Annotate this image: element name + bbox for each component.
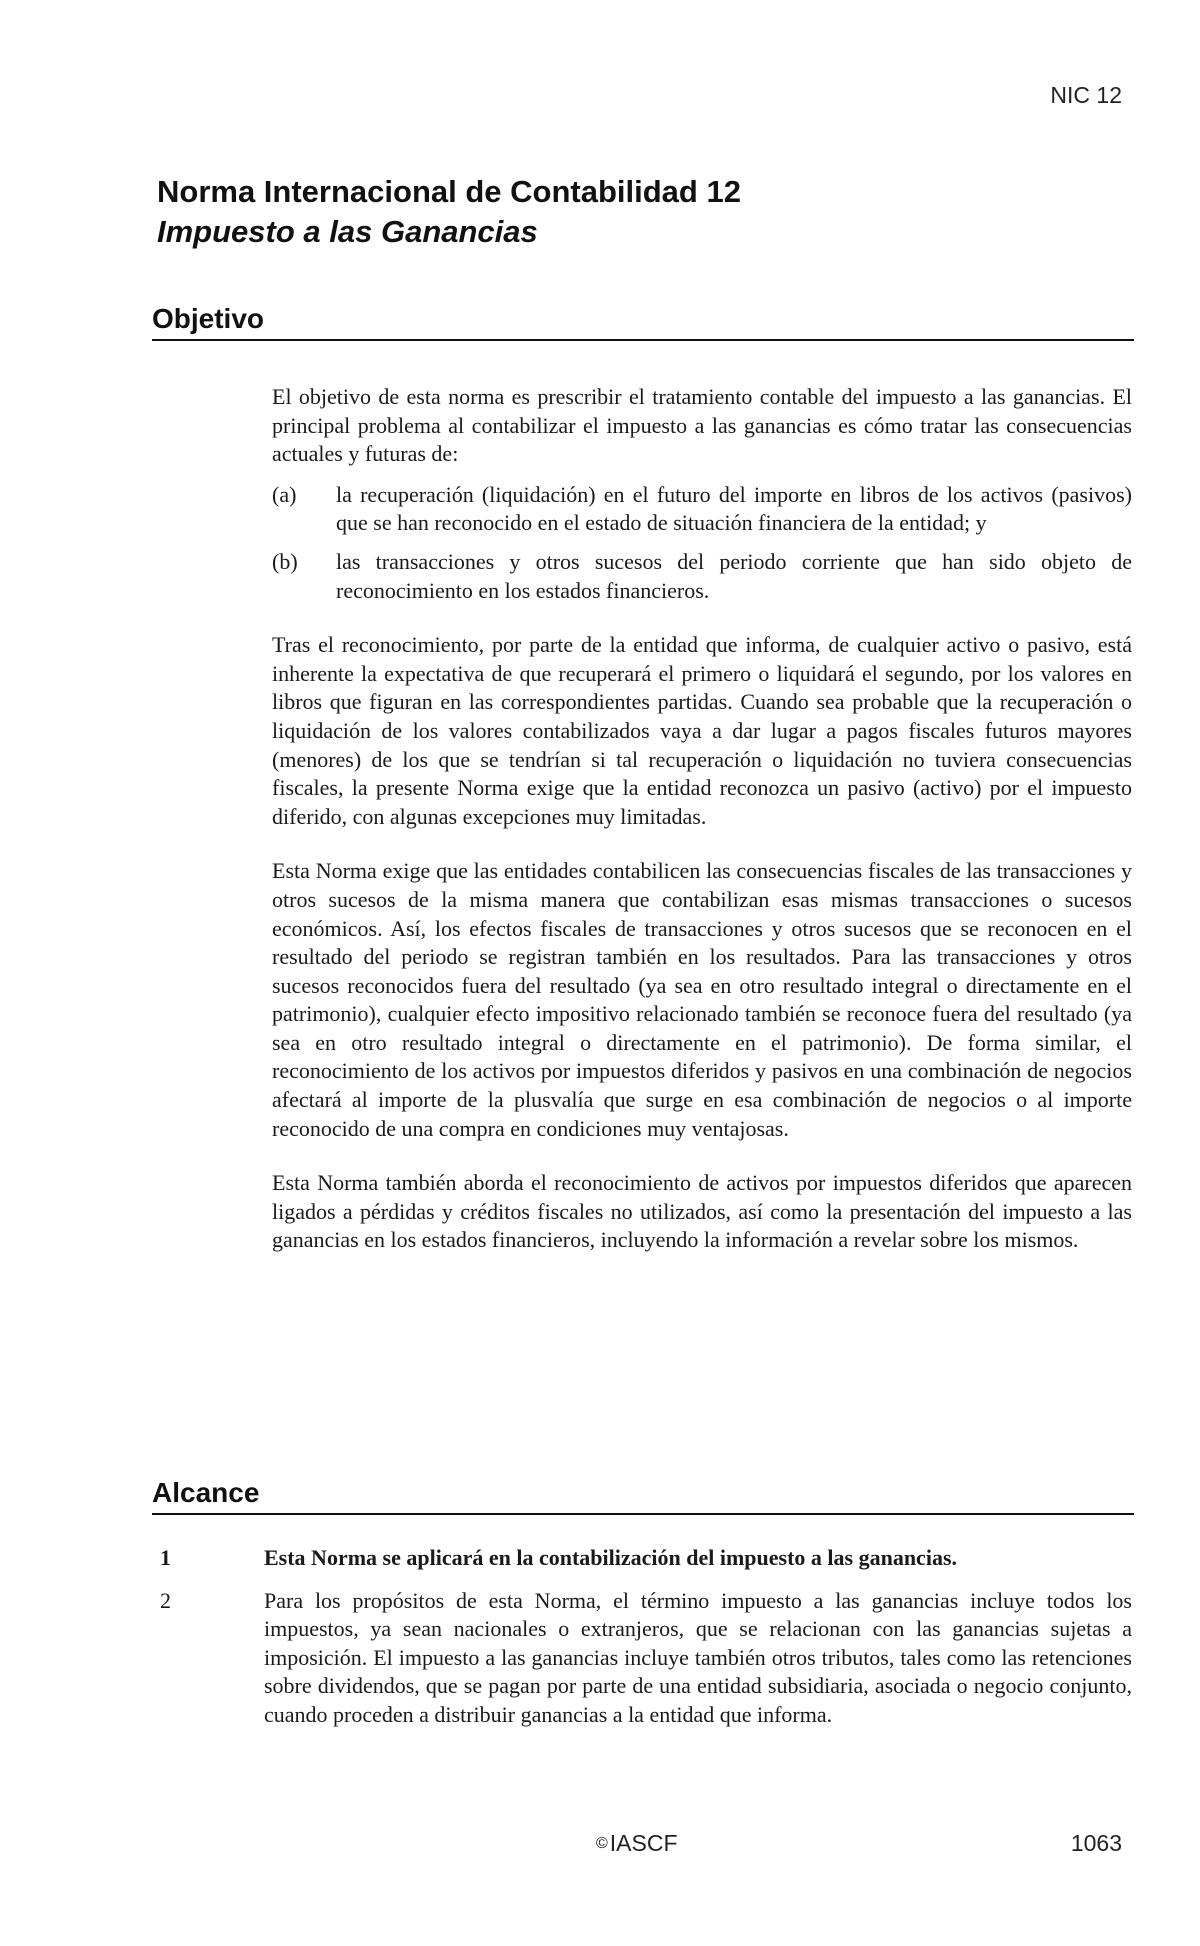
copyright-icon: © bbox=[596, 1835, 608, 1852]
list-item-text: las transacciones y otros sucesos del periodo corriente que han sido objeto de reconocimiento en los estados financieros. bbox=[336, 548, 1132, 603]
section-heading-objetivo: Objetivo bbox=[152, 302, 1134, 341]
paragraph-text: Para los propósitos de esta Norma, el término impuesto a las ganancias incluye todos los impuestos, ya sean nacionales o extranjeros, que se relacionan con las ganancias sujetas a imposición. El impuesto a las ganancias incluye también otros tributos, tales como las retenciones sobre dividendos, que se pagan por parte de una entidad subsidiaria, asociada o negocio conjunto, cuando proceden a distribuir ganancias a la entidad que informa. bbox=[264, 1587, 1132, 1727]
list-item bbox=[272, 481, 1132, 538]
running-head: NIC 12 bbox=[1050, 82, 1122, 108]
list-marker: (b) bbox=[272, 548, 298, 574]
list-item-text: la recuperación (liquidación) en el futuro del importe en libros de los activos (pasivos) que se han reconocido en el estado de situación financiera de la entidad; y bbox=[336, 481, 1132, 536]
paragraph-number: 1 bbox=[160, 1545, 171, 1570]
alcance-section bbox=[160, 1544, 1132, 1744]
objetivo-list bbox=[272, 481, 1132, 605]
objetivo-section bbox=[272, 383, 1132, 1281]
title-block bbox=[157, 172, 741, 252]
list-item bbox=[272, 548, 1132, 605]
objetivo-paragraph: Tras el reconocimiento, por parte de la entidad que informa, de cualquier activo o pasivo, está inherente la expectativa de que recuperará el primero o liquidará el segundo, por los valores en libros que figuran en las correspondientes partidas. Cuando sea probable que la recuperación o liquidación de los valores contabilizados vaya a dar lugar a pagos fiscales futuros mayores (menores) de los que se tendrían si tal recuperación o liquidación no tuviera consecuencias fiscales, la presente Norma exige que la entidad reconozca un pasivo (activo) por el impuesto diferido, con algunas excepciones muy limitadas. bbox=[272, 632, 1132, 829]
objetivo-paragraph: Esta Norma también aborda el reconocimiento de activos por impuestos diferidos que aparecen ligados a pérdidas y créditos fiscales no utilizados, así como la presentación del impuesto a las ganancias en los estados financieros, incluyendo la información a revelar sobre los mismos. bbox=[272, 1170, 1132, 1253]
copyright-holder: IASCF bbox=[609, 1830, 678, 1856]
section-heading-alcance: Alcance bbox=[152, 1476, 1134, 1515]
list-marker: (a) bbox=[272, 481, 297, 507]
objetivo-intro: El objetivo de esta norma es prescribir el tratamiento contable del impuesto a las ganancias. El principal problema al contabilizar el impuesto a las ganancias es cómo tratar las consecuencias actuales y futuras de: bbox=[272, 384, 1132, 467]
document-subtitle: Impuesto a las Ganancias bbox=[157, 214, 538, 249]
document-title: Norma Internacional de Contabilidad 12 bbox=[157, 174, 741, 209]
paragraph-number: 2 bbox=[160, 1587, 171, 1613]
numbered-paragraph bbox=[160, 1544, 1132, 1573]
footer-copyright bbox=[596, 1830, 678, 1857]
numbered-paragraph bbox=[160, 1587, 1132, 1730]
page-number: 1063 bbox=[1070, 1830, 1122, 1856]
objetivo-paragraph: Esta Norma exige que las entidades contabilicen las consecuencias fiscales de las transacciones y otros sucesos de la misma manera que contabilizan esas mismas transacciones o sucesos económicos. Así, los efectos fiscales de transacciones y otros sucesos que se reconocen en el resultado del periodo se registran también en los resultados. Para las transacciones y otros sucesos reconocidos fuera del resultado (ya sea en otro resultado integral o directamente en el patrimonio), cualquier efecto impositivo relacionado también se reconoce fuera del resultado (ya sea en otro resultado integral o directamente en el patrimonio). De forma similar, el reconocimiento de los activos por impuestos diferidos y pasivos en una combinación de negocios afectará al importe de la plusvalía que surge en esa combinación de negocios o al importe reconocido de una compra en condiciones muy ventajosas. bbox=[272, 858, 1132, 1141]
paragraph-text: Esta Norma se aplicará en la contabilización del impuesto a las ganancias. bbox=[264, 1545, 957, 1570]
